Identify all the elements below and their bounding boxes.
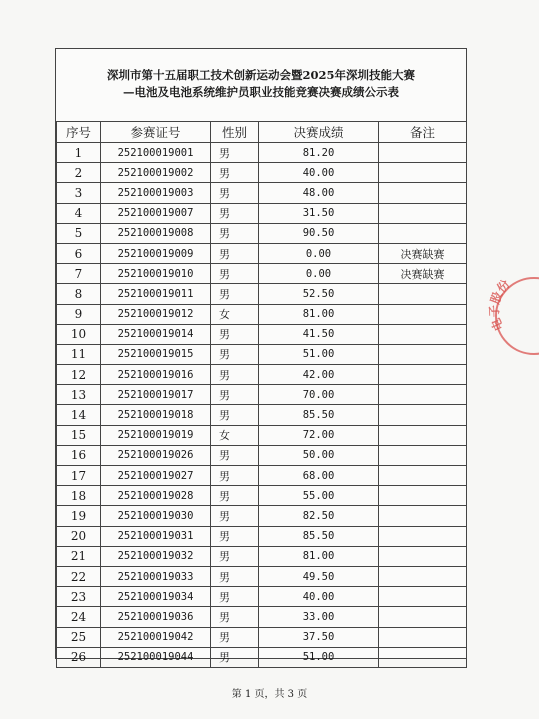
row-participant-id: 252100019010	[101, 264, 211, 284]
row-participant-id: 252100019019	[101, 425, 211, 445]
row-gender: 男	[211, 284, 259, 304]
row-gender: 男	[211, 243, 259, 263]
title-line-1: 深圳市第十五届职工技术创新运动会暨2025年深圳技能大赛	[106, 68, 415, 82]
row-note	[379, 183, 467, 203]
row-participant-id: 252100019042	[101, 627, 211, 647]
row-participant-id: 252100019007	[101, 203, 211, 223]
row-no: 19	[57, 506, 101, 526]
row-score: 31.50	[259, 203, 379, 223]
row-score: 85.50	[259, 405, 379, 425]
row-participant-id: 252100019027	[101, 466, 211, 486]
row-no: 4	[57, 203, 101, 223]
row-score: 0.00	[259, 243, 379, 263]
row-note	[379, 304, 467, 324]
row-score: 50.00	[259, 445, 379, 465]
row-note	[379, 324, 467, 344]
row-no: 7	[57, 264, 101, 284]
title-line-2: —电池及电池系统维护员职业技能竞赛决赛成绩公示表	[123, 85, 399, 99]
row-no: 12	[57, 365, 101, 385]
row-score: 85.50	[259, 526, 379, 546]
table-row	[57, 627, 467, 647]
row-note	[379, 486, 467, 506]
row-no: 11	[57, 344, 101, 364]
row-score: 51.00	[259, 647, 379, 667]
row-participant-id: 252100019028	[101, 486, 211, 506]
row-participant-id: 252100019017	[101, 385, 211, 405]
document-frame	[55, 48, 467, 665]
table-row	[57, 344, 467, 364]
table-row	[57, 264, 467, 284]
row-note: 决赛缺赛	[379, 264, 467, 284]
row-note	[379, 587, 467, 607]
row-gender: 男	[211, 143, 259, 163]
table-row	[57, 647, 467, 667]
row-note	[379, 344, 467, 364]
row-participant-id: 252100019001	[101, 143, 211, 163]
row-participant-id: 252100019018	[101, 405, 211, 425]
svg-text:电子股份: 电子股份	[487, 277, 513, 333]
table-row	[57, 163, 467, 183]
row-gender: 男	[211, 324, 259, 344]
row-participant-id: 252100019036	[101, 607, 211, 627]
row-no: 24	[57, 607, 101, 627]
row-no: 13	[57, 385, 101, 405]
row-participant-id: 252100019044	[101, 647, 211, 667]
row-gender: 男	[211, 647, 259, 667]
row-no: 26	[57, 647, 101, 667]
row-participant-id: 252100019003	[101, 183, 211, 203]
table-row	[57, 486, 467, 506]
row-gender: 男	[211, 506, 259, 526]
row-note	[379, 405, 467, 425]
table-row	[57, 607, 467, 627]
row-participant-id: 252100019009	[101, 243, 211, 263]
row-no: 2	[57, 163, 101, 183]
row-no: 16	[57, 445, 101, 465]
row-note	[379, 506, 467, 526]
document-title	[56, 67, 466, 101]
row-note	[379, 466, 467, 486]
row-participant-id: 252100019026	[101, 445, 211, 465]
seal-stamp	[486, 268, 539, 358]
row-no: 8	[57, 284, 101, 304]
row-gender: 男	[211, 607, 259, 627]
row-participant-id: 252100019012	[101, 304, 211, 324]
table-row	[57, 143, 467, 163]
header-id: 参赛证号	[101, 122, 211, 143]
table-row	[57, 284, 467, 304]
row-score: 33.00	[259, 607, 379, 627]
table-row	[57, 466, 467, 486]
row-no: 1	[57, 143, 101, 163]
row-gender: 男	[211, 183, 259, 203]
row-gender: 男	[211, 405, 259, 425]
row-no: 14	[57, 405, 101, 425]
row-no: 21	[57, 546, 101, 566]
table-row	[57, 243, 467, 263]
header-score: 决赛成绩	[259, 122, 379, 143]
header-gender: 性别	[211, 122, 259, 143]
row-participant-id: 252100019030	[101, 506, 211, 526]
row-note	[379, 526, 467, 546]
table-row	[57, 365, 467, 385]
row-score: 42.00	[259, 365, 379, 385]
table-row	[57, 566, 467, 586]
row-score: 40.00	[259, 163, 379, 183]
row-score: 52.50	[259, 284, 379, 304]
row-gender: 男	[211, 385, 259, 405]
row-score: 68.00	[259, 466, 379, 486]
header-note: 备注	[379, 122, 467, 143]
row-score: 70.00	[259, 385, 379, 405]
row-score: 81.00	[259, 546, 379, 566]
row-gender: 男	[211, 223, 259, 243]
row-no: 6	[57, 243, 101, 263]
row-score: 82.50	[259, 506, 379, 526]
row-score: 81.00	[259, 304, 379, 324]
results-table	[56, 121, 467, 668]
table-row	[57, 385, 467, 405]
row-gender: 男	[211, 203, 259, 223]
row-note	[379, 445, 467, 465]
row-gender: 男	[211, 365, 259, 385]
row-participant-id: 252100019032	[101, 546, 211, 566]
row-gender: 男	[211, 486, 259, 506]
row-note	[379, 284, 467, 304]
table-row	[57, 587, 467, 607]
row-note	[379, 425, 467, 445]
table-row	[57, 203, 467, 223]
table-row	[57, 425, 467, 445]
row-note	[379, 385, 467, 405]
table-row	[57, 223, 467, 243]
row-participant-id: 252100019008	[101, 223, 211, 243]
row-gender: 男	[211, 163, 259, 183]
table-row	[57, 324, 467, 344]
row-score: 72.00	[259, 425, 379, 445]
page-footer: 第 1 页，共 3 页	[231, 689, 308, 700]
row-note	[379, 607, 467, 627]
row-gender: 女	[211, 304, 259, 324]
row-note	[379, 223, 467, 243]
table-row	[57, 445, 467, 465]
row-score: 0.00	[259, 264, 379, 284]
row-participant-id: 252100019031	[101, 526, 211, 546]
row-score: 51.00	[259, 344, 379, 364]
row-gender: 男	[211, 526, 259, 546]
row-participant-id: 252100019014	[101, 324, 211, 344]
row-gender: 男	[211, 445, 259, 465]
row-no: 3	[57, 183, 101, 203]
row-gender: 男	[211, 587, 259, 607]
row-score: 40.00	[259, 587, 379, 607]
row-participant-id: 252100019016	[101, 365, 211, 385]
table-row	[57, 304, 467, 324]
row-no: 18	[57, 486, 101, 506]
row-score: 48.00	[259, 183, 379, 203]
row-no: 22	[57, 566, 101, 586]
table-row	[57, 405, 467, 425]
row-no: 20	[57, 526, 101, 546]
row-note	[379, 143, 467, 163]
row-score: 41.50	[259, 324, 379, 344]
row-score: 81.20	[259, 143, 379, 163]
row-note	[379, 546, 467, 566]
row-no: 9	[57, 304, 101, 324]
row-score: 55.00	[259, 486, 379, 506]
row-no: 5	[57, 223, 101, 243]
header-no: 序号	[57, 122, 101, 143]
table-header-row	[57, 122, 467, 143]
row-score: 37.50	[259, 627, 379, 647]
row-note	[379, 647, 467, 667]
row-note: 决赛缺赛	[379, 243, 467, 263]
table-row	[57, 183, 467, 203]
row-gender: 男	[211, 264, 259, 284]
row-participant-id: 252100019015	[101, 344, 211, 364]
row-no: 23	[57, 587, 101, 607]
row-score: 49.50	[259, 566, 379, 586]
row-no: 25	[57, 627, 101, 647]
row-score: 90.50	[259, 223, 379, 243]
row-gender: 女	[211, 425, 259, 445]
row-participant-id: 252100019011	[101, 284, 211, 304]
row-participant-id: 252100019034	[101, 587, 211, 607]
row-gender: 男	[211, 466, 259, 486]
row-note	[379, 627, 467, 647]
row-note	[379, 203, 467, 223]
row-note	[379, 566, 467, 586]
row-note	[379, 163, 467, 183]
row-note	[379, 365, 467, 385]
row-no: 10	[57, 324, 101, 344]
table-row	[57, 506, 467, 526]
row-participant-id: 252100019033	[101, 566, 211, 586]
row-participant-id: 252100019002	[101, 163, 211, 183]
row-gender: 男	[211, 627, 259, 647]
row-no: 15	[57, 425, 101, 445]
row-gender: 男	[211, 566, 259, 586]
table-row	[57, 546, 467, 566]
table-row	[57, 526, 467, 546]
row-gender: 男	[211, 546, 259, 566]
row-no: 17	[57, 466, 101, 486]
row-gender: 男	[211, 344, 259, 364]
